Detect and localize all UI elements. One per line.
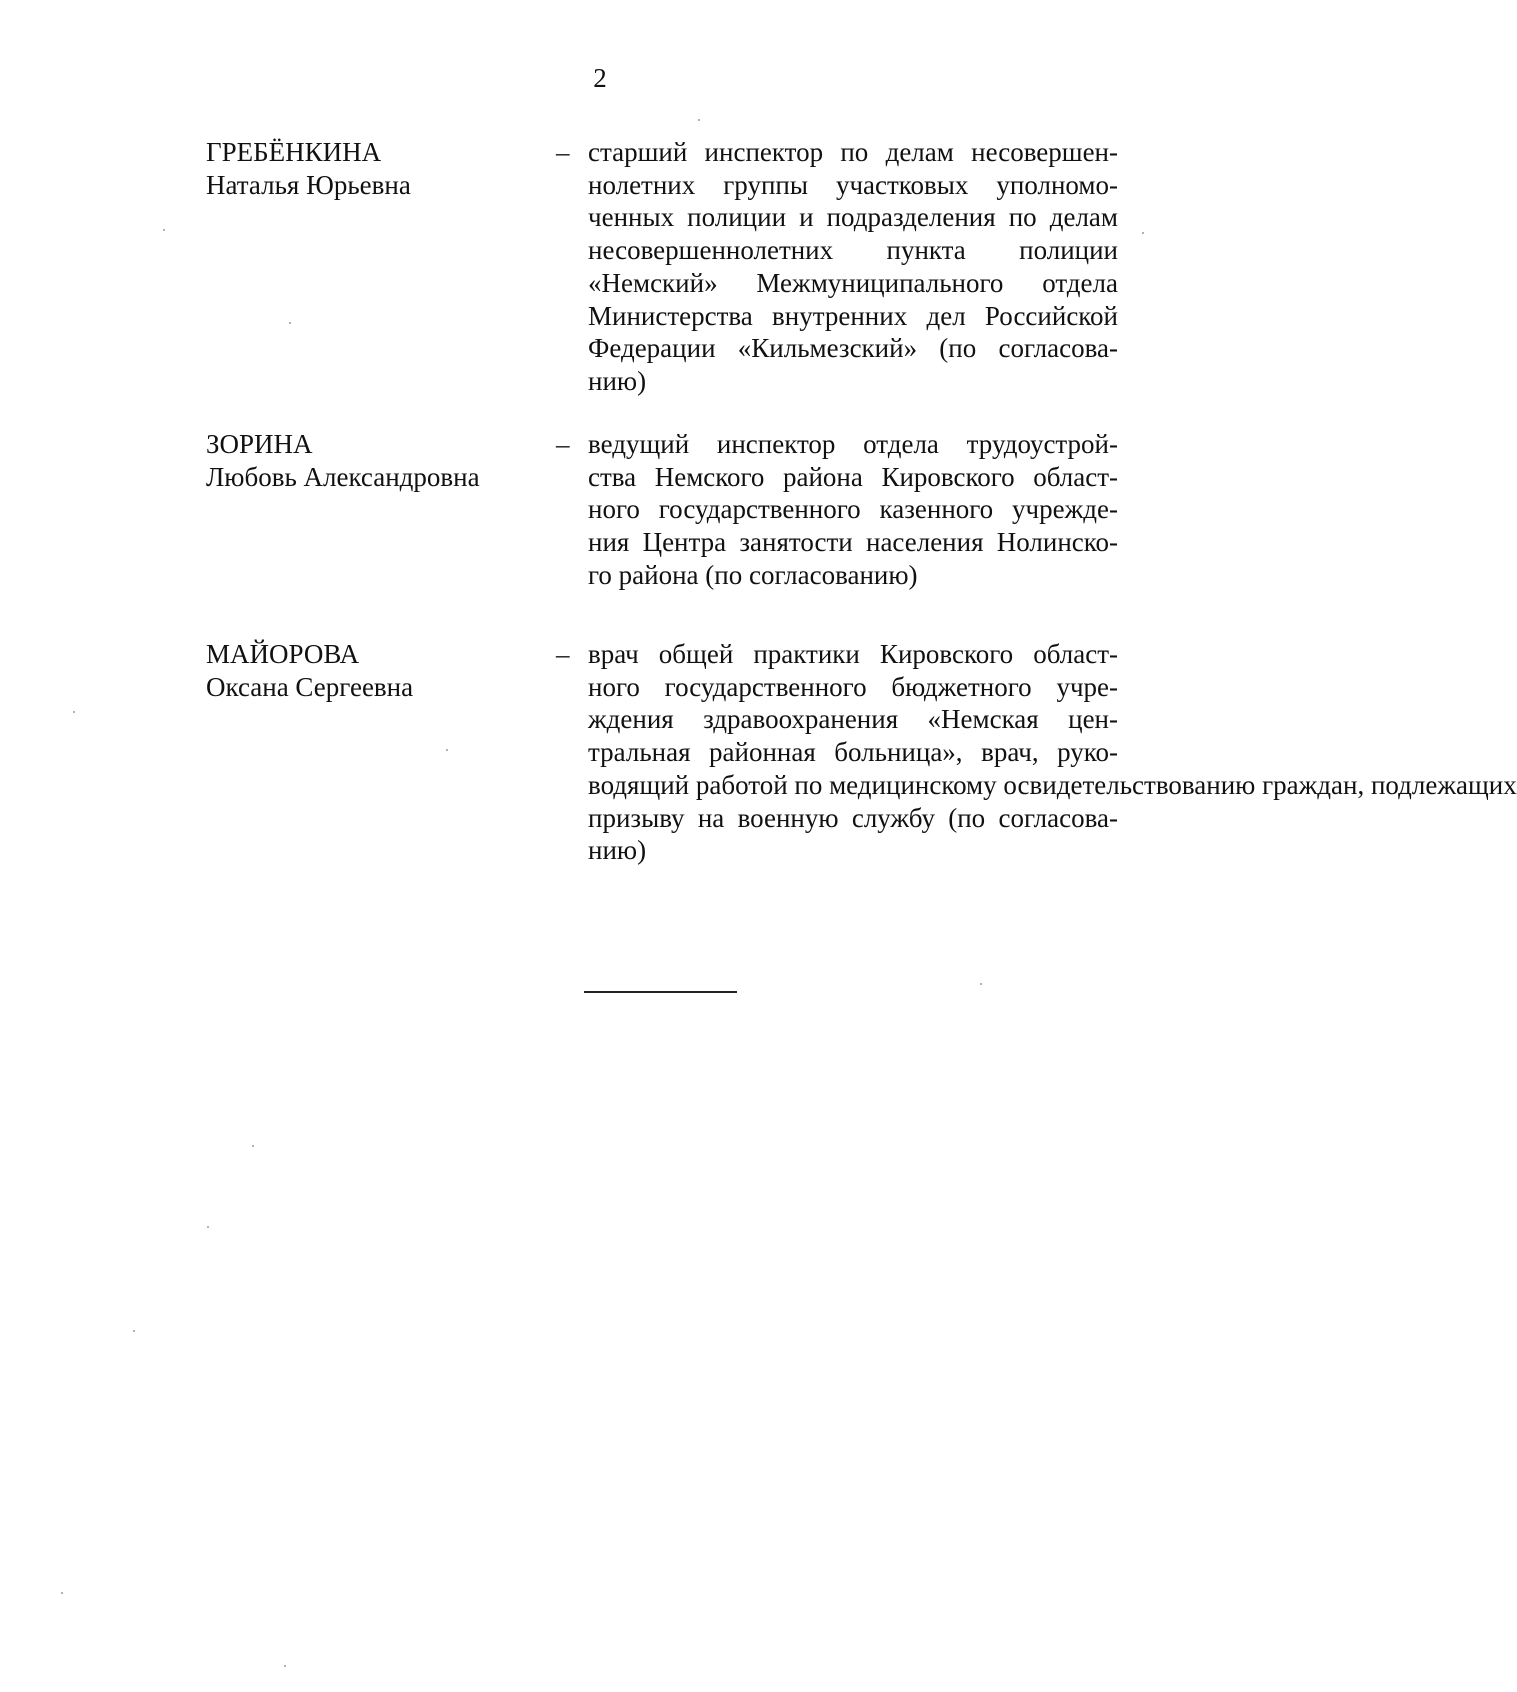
description-line: ния Центра занятости населения Нолинско- <box>588 527 1118 558</box>
scan-speck <box>163 229 165 231</box>
description-line: Федерации «Кильмезский» (по согласова- <box>588 333 1118 364</box>
description-line: ведущий инспектор отдела трудоустрой- <box>588 429 1118 459</box>
description-line: ждения здравоохранения «Немская цен- <box>588 704 1118 735</box>
scan-speck <box>446 749 448 751</box>
separator-dash: – <box>556 639 570 669</box>
scan-speck <box>980 983 982 985</box>
description-line: несовершеннолетних пункта полиции <box>588 235 1118 266</box>
description-line: нолетних группы участковых уполномо- <box>588 169 1118 200</box>
scan-speck <box>698 119 700 121</box>
description-line: ного государственного казенного учрежде- <box>588 494 1118 525</box>
scan-speck <box>133 1330 135 1332</box>
description-line: нию) <box>588 365 647 396</box>
member-name <box>206 428 536 494</box>
scan-speck <box>207 1226 209 1228</box>
scan-speck <box>289 322 291 324</box>
scan-speck <box>284 1665 286 1667</box>
description-line: нию) <box>588 835 647 866</box>
scan-speck <box>252 1145 254 1147</box>
description-line: Министерства внутренних дел Российской <box>588 300 1118 331</box>
scan-speck <box>73 711 75 713</box>
member-name <box>206 136 536 202</box>
member-given-names: Оксана Сергеевна <box>206 672 414 702</box>
member-name <box>206 638 536 704</box>
end-of-document-rule <box>584 991 737 993</box>
scan-speck <box>1142 232 1144 234</box>
description-line: го района (по согласованию) <box>588 559 918 590</box>
page-number: 2 <box>593 63 607 93</box>
member-position-description <box>588 638 1517 867</box>
description-line: врач общей практики Кировского област- <box>588 639 1118 669</box>
member-position-description <box>588 136 1118 398</box>
member-surname: ЗОРИНА <box>206 429 313 459</box>
separator-dash: – <box>556 137 570 167</box>
description-line: призыву на военную службу (по согласова- <box>588 802 1118 833</box>
member-position-description <box>588 428 1118 592</box>
separator-dash: – <box>556 429 570 459</box>
description-line: ного государственного бюджетного учре- <box>588 671 1118 702</box>
description-line: старший инспектор по делам несовершен- <box>588 137 1118 167</box>
description-line: тральная районная больница», врач, руко- <box>588 737 1118 768</box>
description-line: ченных полиции и подразделения по делам <box>588 202 1118 233</box>
member-given-names: Наталья Юрьевна <box>206 170 411 200</box>
description-line: ства Немского района Кировского област- <box>588 461 1118 492</box>
scan-speck <box>61 1592 63 1594</box>
description-line: водящий работой по медицинскому освидетельствованию граждан, подлежащих <box>588 769 1517 800</box>
member-surname: ГРЕБЁНКИНА <box>206 137 382 167</box>
member-surname: МАЙОРОВА <box>206 639 360 669</box>
description-line: «Немский» Межмуниципального отдела <box>588 267 1118 298</box>
member-given-names: Любовь Александровна <box>206 462 480 492</box>
